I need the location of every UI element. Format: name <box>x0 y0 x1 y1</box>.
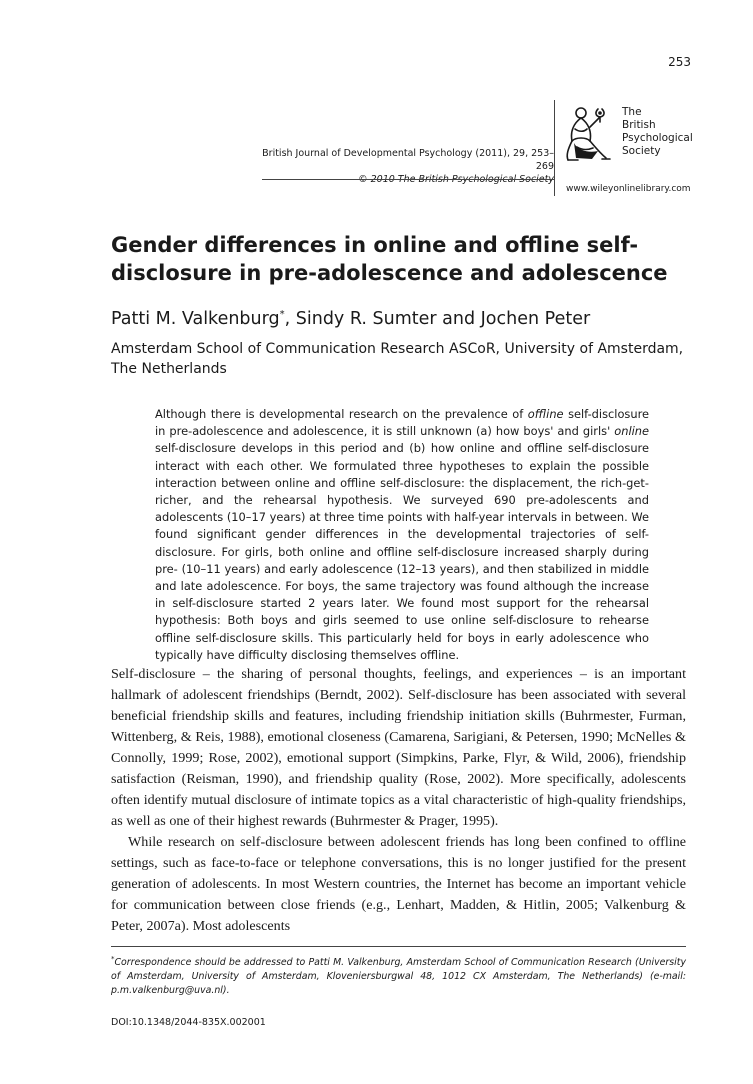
bps-emblem-icon <box>562 103 612 163</box>
doi[interactable]: DOI:10.1348/2044-835X.002001 <box>111 1017 266 1028</box>
logo-divider <box>554 100 555 196</box>
other-authors: , Sindy R. Sumter and Jochen Peter <box>284 309 591 329</box>
abstract-text: self-disclosure develops in this period and (b) how online and offline self-disclosure interact with each other. We formulated three hypotheses to explain the possible interaction between online and offline self-disclosure: the displacement, the rich-get-richer, and the rehearsal hypothesis. We surveyed 690 pre-adolescents and adolescents (10–17 years) at three time points with half-year intervals in between. We found significant gender differences in the developmental trajectories of self-disclosure. For girls, both online and offline self-disclosure increased sharply during pre- (10–11 years) and early adolescence (12–13 years), and then stabilized in middle and late adolescence. For boys, the same trajectory was found although the increase in self-disclosure started 2 years later. We found most support for the rehearsal hypothesis: Both boys and girls seemed to use online self-disclosure to rehearse offline self-disclosure skills. This particularly held for boys in early adolescence who typically have difficulty disclosing themselves offline. <box>155 441 649 662</box>
header-rule <box>262 179 554 180</box>
body-paragraph: Self-disclosure – the sharing of personal thoughts, feelings, and experiences – is an important hallmark of adolescent friendships (Berndt, 2002). Self-disclosure has been associated with several beneficial friendship skills and features, including friendship initiation skills (Buhrmester, Furman, Wittenberg, & Reis, 1988), emotional closeness (Camarena, Sarigiani, & Petersen, 1990; McNelles & Connolly, 1999; Rose, 2002), emotional support (Simpkins, Parke, Flyr, & Wild, 2006), friendship satisfaction (Reisman, 1990), and friendship quality (Rose, 2002). More specifically, adolescents often identify mutual disclosure of intimate topics as a vital characteristic of high-quality friendships, as well as one of their highest rewards (Buhrmester & Prager, 1995). <box>111 666 686 829</box>
footnote-text: Correspondence should be addressed to Patti M. Valkenburg, Amsterdam School of Communication Research (University of Amsterdam, University of Amsterdam, Kloveniersburgwal 48, 1012 CX Amsterdam, The Netherlands) (e-mail: p.m.valkenburg@uva.nl). <box>111 957 686 997</box>
journal-copyright: © 2010 The British Psychological Society <box>358 174 554 185</box>
abstract-text: Although there is developmental research on the prevalence of <box>155 407 528 421</box>
abstract-text: self-disclosure in pre-adolescence and adolescence, it is still unknown (a) how boys' and girls' <box>155 407 650 439</box>
correspondence-footnote <box>111 952 686 998</box>
society-name-line: Psychological <box>622 132 693 144</box>
abstract-emphasis: online <box>614 424 649 439</box>
society-name-line: Society <box>622 145 661 157</box>
abstract-emphasis: offline <box>527 407 564 421</box>
first-author: Patti M. Valkenburg <box>111 309 280 329</box>
footnote-marker: * <box>111 955 115 963</box>
publisher-url[interactable]: www.wileyonlinelibrary.com <box>566 184 691 194</box>
article-title: Gender differences in online and offline self-disclosure in pre-adolescence and adolescence <box>111 233 668 285</box>
abstract <box>155 406 649 664</box>
page-number: 253 <box>668 55 691 69</box>
society-name-line: British <box>622 119 656 131</box>
correspondence-marker[interactable]: * <box>279 309 285 321</box>
author-list <box>111 309 590 329</box>
article-body <box>111 664 686 937</box>
body-paragraph: While research on self-disclosure between adolescent friends has long been confined to offline settings, such as face-to-face or telephone conversations, this is no longer justified for the present generation of adolescents. In most Western countries, the Internet has become an important vehicle for communication between close friends (e.g., Lenhart, Madden, & Hitlin, 2005; Valkenburg & Peter, 2007a). Most adolescents <box>111 834 686 934</box>
society-name-line: The <box>622 106 642 118</box>
society-name <box>622 106 693 158</box>
footnote-rule <box>111 946 686 947</box>
journal-header <box>262 147 554 186</box>
journal-citation: British Journal of Developmental Psychology (2011), 29, 253–269 <box>262 148 554 172</box>
author-affiliation: Amsterdam School of Communication Research ASCoR, University of Amsterdam, The Netherlands <box>111 341 684 377</box>
